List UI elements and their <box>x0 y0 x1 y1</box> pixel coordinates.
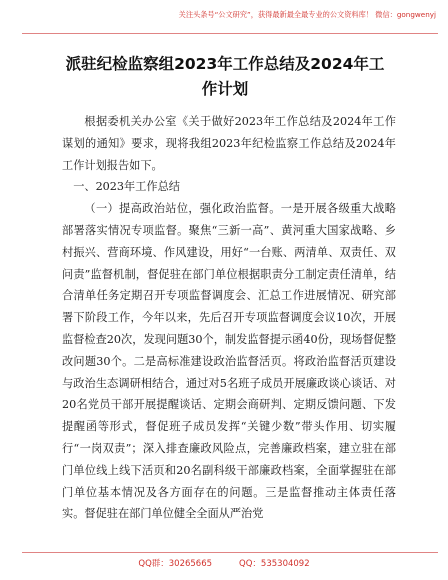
header-divider <box>22 33 438 34</box>
contact-footer: QQ群：30265665 QQ：535304092 <box>138 559 310 569</box>
document-body <box>62 111 396 525</box>
document-title <box>40 52 410 102</box>
intro-paragraph: 根据委机关办公室《关于做好2023年工作总结及2024年工作谋划的通知》要求，现将我组2023年纪检监察工作总结及2024年工作计划报告如下。 <box>62 115 396 172</box>
title-line-1: 派驻纪检监察组2023年工作总结及2024年工 <box>65 55 385 73</box>
promo-banner: 关注头条号“公文研究”，获得最新最全最专业的公文资料库！ 微信：gongwenyj <box>178 10 436 19</box>
title-line-2: 作计划 <box>201 80 249 98</box>
body-paragraph: （一）提高政治站位，强化政治监督。一是开展各级重大战略部署落实情况专项监督。聚焦“三新一高”、黄河重大国家战略、乡村振兴、营商环境、作风建设，用好“一台账、两清单、双责任、双问责”监督机制，督促驻在部门单位根据职责分工制定责任清单，结合清单任务定期召开专项监督调度会、汇总工作进展情况、研究部署下阶段工作，今年以来，先后召开专项监督调度会议10次，开展监督检查20次，发现问题30个，制发监督提示函40份，现场督促整改问题30个。二是高标准建设政治监督活页。将政治监督活页建设与政治生态调研相结合，通过对5名班子成员开展廉政谈心谈话、对20名党员干部开展提醒谈话、定期会商研判、定期反馈问题、下发提醒函等形式，督促班子成员发挥“关键少数”带头作用、切实履行“一岗双责”；深入排查廉政风险点，完善廉政档案，建立驻在部门单位线上线下活页和20名副科级干部廉政档案，全面掌握驻在部门单位基本情况及各方面存在的问题。三是监督推动主体责任落实。督促驻在部门单位健全全面从严治党 <box>62 202 396 521</box>
section-heading: 一、2023年工作总结 <box>73 180 180 194</box>
footer-divider <box>22 552 438 553</box>
